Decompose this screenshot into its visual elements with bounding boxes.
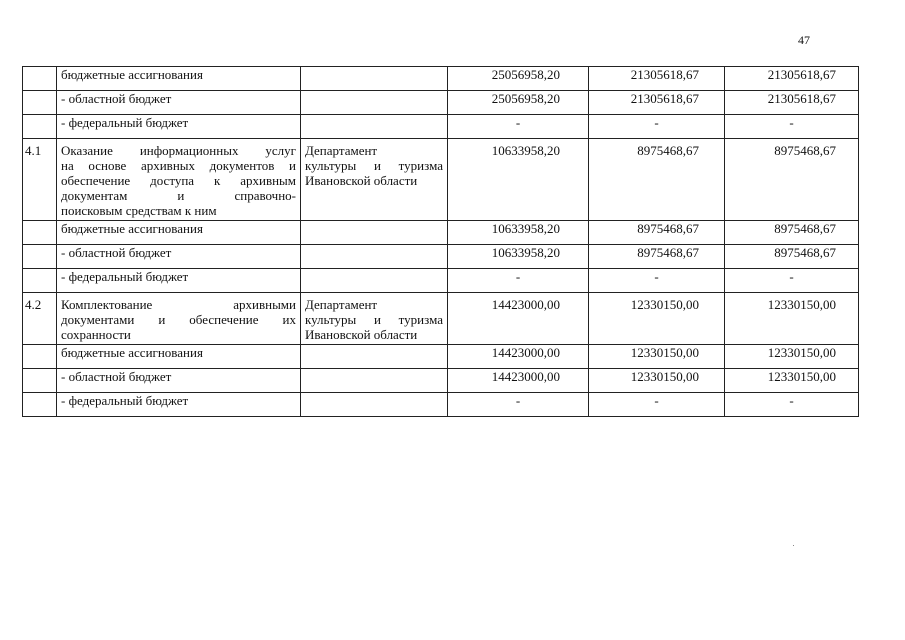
budget-line-name-cell: бюджетные ассигнования bbox=[57, 345, 301, 369]
amount-year-1-cell: 14423000,00 bbox=[448, 345, 589, 369]
budget-table-body bbox=[23, 67, 859, 417]
amount-year-2-cell: 12330150,00 bbox=[589, 345, 725, 369]
executor-line: Департамент bbox=[305, 143, 378, 158]
amount-year-1-cell: 10633958,20 bbox=[448, 139, 589, 221]
amount-year-3-cell: 12330150,00 bbox=[725, 345, 859, 369]
measure-name-line: сохранности bbox=[61, 327, 131, 342]
amount-year-1-cell: 14423000,00 bbox=[448, 293, 589, 345]
budget-row bbox=[23, 115, 859, 139]
executor-line: Ивановской области bbox=[305, 173, 418, 188]
amount-year-2-cell: 21305618,67 bbox=[589, 91, 725, 115]
budget-line-name-cell: - областной бюджет bbox=[57, 91, 301, 115]
measure-name-cell bbox=[57, 139, 301, 221]
row-number-cell bbox=[23, 115, 57, 139]
amount-year-2-cell: 21305618,67 bbox=[589, 67, 725, 91]
amount-year-3-cell: - bbox=[725, 115, 859, 139]
budget-row bbox=[23, 67, 859, 91]
row-number-cell: 4.1 bbox=[23, 139, 57, 221]
amount-year-3-cell: - bbox=[725, 393, 859, 417]
amount-year-3-cell: 8975468,67 bbox=[725, 139, 859, 221]
amount-year-2-cell: - bbox=[589, 269, 725, 293]
measure-row bbox=[23, 139, 859, 221]
measure-name-line: поисковым средствам к ним bbox=[61, 203, 217, 218]
measure-name-line: документам и справочно- bbox=[61, 188, 296, 203]
amount-year-2-cell: - bbox=[589, 393, 725, 417]
amount-year-1-cell: 10633958,20 bbox=[448, 221, 589, 245]
measure-name-cell bbox=[57, 293, 301, 345]
budget-line-name-cell: - областной бюджет bbox=[57, 369, 301, 393]
budget-row bbox=[23, 245, 859, 269]
executor-cell bbox=[301, 269, 448, 293]
amount-year-1-cell: 14423000,00 bbox=[448, 369, 589, 393]
budget-row bbox=[23, 393, 859, 417]
amount-year-2-cell: 8975468,67 bbox=[589, 221, 725, 245]
executor-cell bbox=[301, 67, 448, 91]
page-number: 47 bbox=[798, 33, 810, 47]
row-number-cell bbox=[23, 245, 57, 269]
budget-row bbox=[23, 269, 859, 293]
budget-line-name-cell: бюджетные ассигнования bbox=[57, 221, 301, 245]
budget-row bbox=[23, 91, 859, 115]
amount-year-1-cell: 25056958,20 bbox=[448, 67, 589, 91]
row-number-cell bbox=[23, 393, 57, 417]
measure-name-line: документами и обеспечение их bbox=[61, 312, 296, 327]
budget-line-name-cell: - областной бюджет bbox=[57, 245, 301, 269]
amount-year-1-cell: 10633958,20 bbox=[448, 245, 589, 269]
executor-cell bbox=[301, 369, 448, 393]
executor-line: Департамент bbox=[305, 297, 378, 312]
amount-year-1-cell: - bbox=[448, 269, 589, 293]
executor-cell bbox=[301, 293, 448, 345]
budget-row bbox=[23, 369, 859, 393]
row-number-cell bbox=[23, 221, 57, 245]
row-number-cell bbox=[23, 91, 57, 115]
amount-year-1-cell: - bbox=[448, 115, 589, 139]
budget-line-name-cell: бюджетные ассигнования bbox=[57, 67, 301, 91]
row-number-cell bbox=[23, 369, 57, 393]
executor-cell bbox=[301, 245, 448, 269]
measure-name-line: на основе архивных документов и bbox=[61, 158, 296, 173]
executor-cell bbox=[301, 345, 448, 369]
amount-year-2-cell: 12330150,00 bbox=[589, 369, 725, 393]
executor-line: Ивановской области bbox=[305, 327, 418, 342]
row-number-cell bbox=[23, 345, 57, 369]
executor-cell bbox=[301, 221, 448, 245]
measure-row bbox=[23, 293, 859, 345]
amount-year-3-cell: 21305618,67 bbox=[725, 67, 859, 91]
budget-line-name-cell: - федеральный бюджет bbox=[57, 393, 301, 417]
measure-name-line: Комплектование архивными bbox=[61, 297, 296, 312]
executor-line: культуры и туризма bbox=[305, 312, 443, 327]
amount-year-3-cell: - bbox=[725, 269, 859, 293]
row-number-cell bbox=[23, 67, 57, 91]
scan-speck bbox=[793, 545, 794, 546]
amount-year-2-cell: 12330150,00 bbox=[589, 293, 725, 345]
executor-cell bbox=[301, 139, 448, 221]
amount-year-3-cell: 8975468,67 bbox=[725, 245, 859, 269]
row-number-cell bbox=[23, 269, 57, 293]
budget-row bbox=[23, 221, 859, 245]
executor-cell bbox=[301, 115, 448, 139]
measure-name-line: Оказание информационных услуг bbox=[61, 143, 296, 158]
amount-year-2-cell: - bbox=[589, 115, 725, 139]
budget-line-name-cell: - федеральный бюджет bbox=[57, 269, 301, 293]
amount-year-2-cell: 8975468,67 bbox=[589, 139, 725, 221]
amount-year-1-cell: 25056958,20 bbox=[448, 91, 589, 115]
budget-row bbox=[23, 345, 859, 369]
amount-year-3-cell: 12330150,00 bbox=[725, 293, 859, 345]
amount-year-3-cell: 8975468,67 bbox=[725, 221, 859, 245]
row-number-cell: 4.2 bbox=[23, 293, 57, 345]
executor-cell bbox=[301, 393, 448, 417]
budget-line-name-cell: - федеральный бюджет bbox=[57, 115, 301, 139]
measure-name-line: обеспечение доступа к архивным bbox=[61, 173, 296, 188]
executor-cell bbox=[301, 91, 448, 115]
amount-year-2-cell: 8975468,67 bbox=[589, 245, 725, 269]
amount-year-1-cell: - bbox=[448, 393, 589, 417]
amount-year-3-cell: 21305618,67 bbox=[725, 91, 859, 115]
amount-year-3-cell: 12330150,00 bbox=[725, 369, 859, 393]
executor-line: культуры и туризма bbox=[305, 158, 443, 173]
budget-table bbox=[22, 66, 859, 417]
